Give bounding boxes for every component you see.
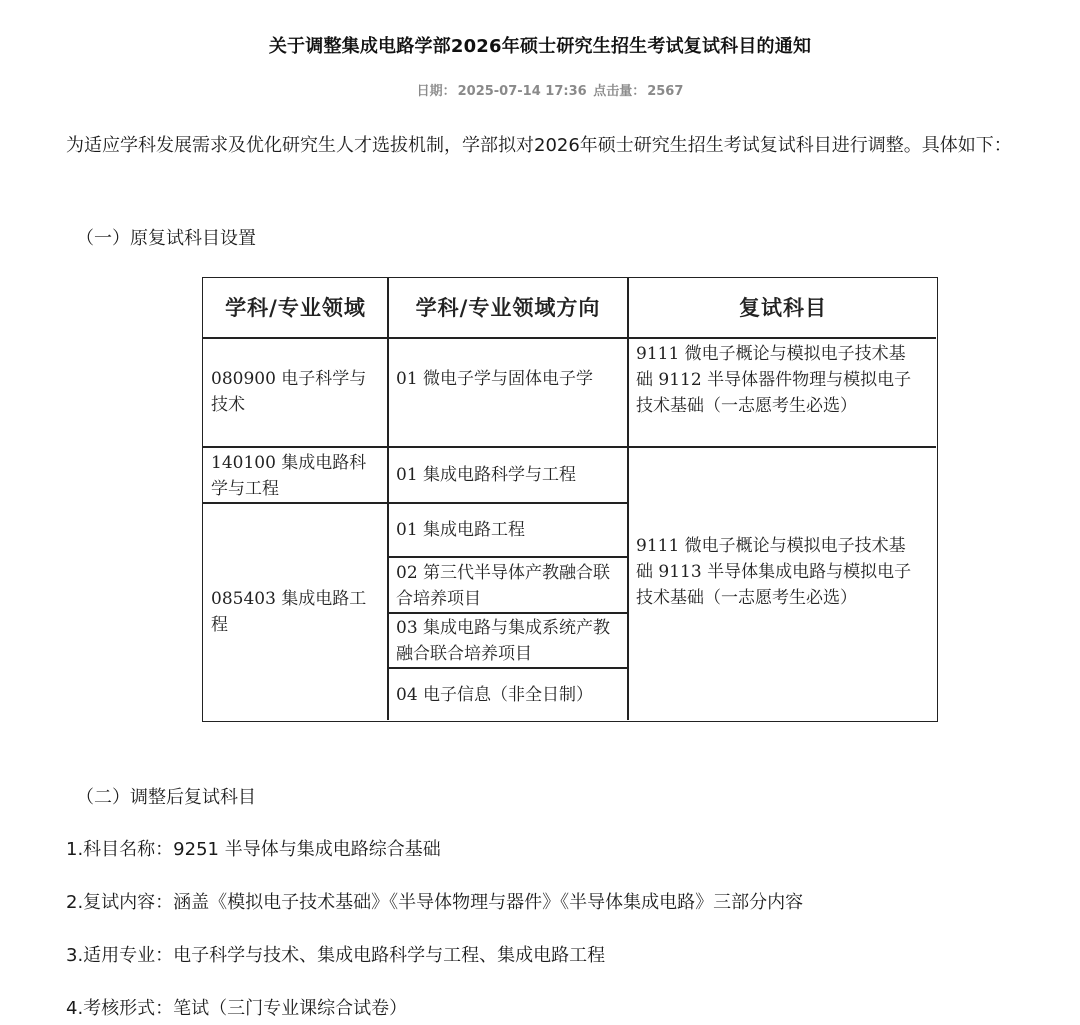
table-divider [627, 278, 629, 720]
date-value: 2025-07-14 17:36 [457, 84, 587, 99]
row3-direction-3: 03 集成电路与集成系统产教融合联合培养项目 [396, 618, 611, 664]
row2-direction: 01 集成电路科学与工程 [396, 465, 577, 485]
list-item: 1.科目名称：9251 半导体与集成电路综合基础 [66, 839, 441, 860]
header-field: 学科/专业领域 [225, 295, 366, 320]
row23-subjects: 9111 微电子概论与模拟电子技术基础 9113 半导体集成电路与模拟电子技术基础（一志愿考生必选） [636, 536, 912, 608]
header-subjects: 复试科目 [739, 295, 827, 320]
row3-direction-4: 04 电子信息（非全日制） [396, 685, 594, 705]
date-label: 日期： [416, 84, 456, 99]
section-original-subjects-title: （一）原复试科目设置 [76, 228, 256, 249]
article-meta [0, 80, 1080, 99]
table-divider [203, 446, 936, 448]
clicks-label: 点击量： [593, 84, 646, 99]
row3-field: 085403 集成电路工程 [211, 589, 367, 635]
table-divider [387, 278, 389, 720]
list-item: 4.考核形式：笔试（三门专业课综合试卷） [66, 998, 408, 1019]
list-item: 3.适用专业：电子科学与技术、集成电路科学与工程、集成电路工程 [66, 945, 606, 966]
section-adjusted-subjects-title: （二）调整后复试科目 [76, 787, 256, 808]
table-divider [388, 667, 628, 669]
page-title: 关于调整集成电路学部2026年硕士研究生招生考试复试科目的通知 [268, 36, 812, 57]
row3-direction-1: 01 集成电路工程 [396, 520, 526, 540]
row1-subjects: 9111 微电子概论与模拟电子技术基础 9112 半导体器件物理与模拟电子技术基础（一志愿考生必选） [636, 344, 912, 416]
table-divider [388, 612, 628, 614]
table-divider [388, 556, 628, 558]
row3-direction-2: 02 第三代半导体产教融合联合培养项目 [396, 563, 611, 609]
list-item: 2.复试内容：涵盖《模拟电子技术基础》《半导体物理与器件》《半导体集成电路》三部分内容 [66, 892, 804, 913]
table-divider [203, 337, 936, 339]
row1-direction: 01 微电子学与固体电子学 [396, 369, 594, 389]
table-divider [203, 502, 628, 504]
subjects-table [202, 277, 938, 722]
intro-paragraph: 为适应学科发展需求及优化研究生人才选拔机制，学部拟对2026年硕士研究生招生考试复试科目进行调整。具体如下： [66, 135, 1012, 156]
row1-field: 080900 电子科学与技术 [211, 369, 367, 415]
clicks-value: 2567 [647, 84, 684, 99]
header-direction: 学科/专业领域方向 [415, 295, 601, 320]
row2-field: 140100 集成电路科学与工程 [211, 453, 367, 499]
